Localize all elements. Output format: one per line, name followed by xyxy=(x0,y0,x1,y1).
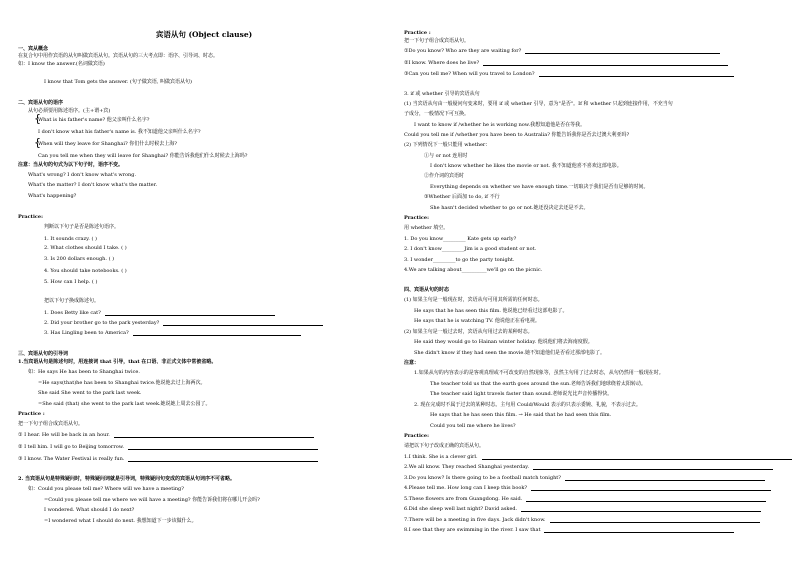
left-text-line: 1. It sounds crazy. ( ) xyxy=(44,236,97,242)
left-text-line: 2. What clothes should I take. ( ) xyxy=(44,245,127,251)
left-text-line: 把一下句子组合成宾语从句。 xyxy=(18,421,84,427)
right-text-line: 2.We all know. They reached Shanghai yesterday. xyxy=(404,464,773,470)
right-text-line: ③Whether 后面加 to do, if 不行 xyxy=(424,194,500,200)
right-text-line: He says that he is watching TV. 他说他正在看电视。 xyxy=(414,318,540,324)
right-text-line: 5.These flowers are from Guangdong. He said. xyxy=(404,496,766,502)
answer-blank[interactable] xyxy=(525,48,720,54)
left-text-line: ① I hear. He will be back in an hour. xyxy=(18,432,314,438)
answer-blank[interactable] xyxy=(526,496,766,502)
left-text-line: What's happening? xyxy=(28,193,77,199)
left-text-line: 3. Has Lingling been to America? xyxy=(18,330,301,336)
right-text-line: She hasn't decided whether to go or not.她还没决定去还是不去。 xyxy=(430,205,589,211)
right-text-line: He said they would go to Hainan winter holiday. 他说他们将去海南度假。 xyxy=(414,339,593,345)
left-text-line: 5. How can I help. ( ) xyxy=(44,279,98,285)
document-title: 宾语从句 (Object clause) xyxy=(155,30,253,39)
left-text-line: 3. Is 200 dollars enough. ( ) xyxy=(44,256,115,262)
right-text-line: The teacher told us that the earth goes around the sun.老师告诉我们地球绕着太阳转动。 xyxy=(430,381,646,387)
right-text-line: (2) 如果主句是一般过去时，宾语从句用过去的某种时态。 xyxy=(404,329,533,335)
right-text-line: ①与 or not 连用时 xyxy=(424,153,468,159)
right-text-line: ②作介词的宾语时 xyxy=(424,173,465,179)
left-text-line: =I wondered what I should do next. 我想知道下一步该做什么。 xyxy=(44,518,197,524)
right-text-line: 4.Please tell me. How long can I keep this book? xyxy=(404,485,771,491)
right-text-line: (2) 下列情况下一般只能用 whether： xyxy=(404,142,491,148)
left-column xyxy=(18,0,390,562)
right-text-line: 把一下句子组合成宾语从句。 xyxy=(404,38,470,44)
right-text-line: He says that he has seen this film. → He said that he had seen this film. xyxy=(430,412,612,418)
right-text-line: 8.I see that they are swimming in the river. I saw that xyxy=(404,527,734,533)
left-text-line: 2. Did your brother go to the park yesterday? xyxy=(18,320,323,326)
answer-blank[interactable] xyxy=(533,464,773,470)
right-text-line: 1.如果从句的内容表示的是客观真理或不可改变的自然现象等，虽然主句用了过去时态，从句仍然用一般现在时。 xyxy=(414,370,664,376)
right-text-line: (1) 如果主句是一般现在时，宾语从句可用其所需的任何时态。 xyxy=(404,297,543,303)
left-text-line: What's wrong? I don't know what's wrong. xyxy=(28,172,137,178)
right-text-line: 7.There will be a meeting in five days. Jack didn't know. xyxy=(404,517,760,523)
right-text-line: Practice: xyxy=(404,215,429,221)
left-text-line: When will they leave for Shanghai? 你们什么时候去上海? xyxy=(38,141,177,147)
right-text-line: 6.Did she sleep well last night? David asked. xyxy=(404,506,761,512)
answer-blank[interactable] xyxy=(482,454,792,460)
right-text-line: Practice : xyxy=(404,30,431,36)
left-text-line: Can you tell me when they will leave for Shanghai? 你能告诉我他们什么时候去上海吗? xyxy=(38,153,248,159)
right-text-line: I want to know if /whether he is working now.我想知道他是否在等我。 xyxy=(414,122,586,128)
left-text-line: 把以下句子换成陈述句。 xyxy=(44,298,100,304)
left-text-line: =He says(that)he has been to Shanghai twice.他说他去过上海两次。 xyxy=(38,380,206,386)
right-text-line: 2. I don't know_________Jim is a good student or not. xyxy=(404,246,537,252)
answer-blank[interactable] xyxy=(128,444,318,450)
answer-blank[interactable] xyxy=(521,506,761,512)
left-text-line: ② I tell him. I will go to Beijing tomorrow. xyxy=(18,444,318,450)
left-text-line: 如：Could you please tell me? Where will we have a meeting? xyxy=(28,486,184,492)
answer-blank[interactable] xyxy=(105,310,275,316)
answer-blank[interactable] xyxy=(114,432,314,438)
right-text-line: Practice: xyxy=(404,433,429,439)
left-text-line: ③ I know. The Water Festival is really fun. xyxy=(18,456,318,462)
right-text-line: 3. if 或 whether 引导的宾语从句 xyxy=(404,91,480,97)
left-text-line: 在复合句中用作宾语的从句叫做宾语从句。宾语从句的三大考点即：语序、引导词、时态。 xyxy=(18,53,219,59)
right-text-line: 四、宾语从句的时态 xyxy=(404,287,450,293)
right-text-line: 用 whether 填空。 xyxy=(404,225,449,231)
answer-blank[interactable] xyxy=(565,475,765,481)
left-text-line: 注意：当从句的句式为以下句子时，语序不变。 xyxy=(18,162,124,168)
right-text-line: 1. Do you know_________ Kate gets up early? xyxy=(404,236,517,242)
right-text-line: He says that he has seen this film. 他说他已经看过这部电影了。 xyxy=(414,308,568,314)
answer-blank[interactable] xyxy=(531,485,771,491)
right-text-line: 请把以下句子改成正确的宾语从句。 xyxy=(404,443,485,449)
right-text-line: (1) 当宾语从句由一般疑问句变来时，要用 if 或 whether 引导，意为"是否"。If 和 whether 只起到连接作用，不充当句 xyxy=(404,101,673,107)
left-text-line: 2. 当宾语从句是特殊疑问时，特殊疑问词就是引导词，特殊疑问句变成的宾语从句词序不可省略。 xyxy=(18,476,235,482)
answer-blank[interactable] xyxy=(539,71,734,77)
right-column xyxy=(404,0,782,562)
left-text-line: 三、宾语从句的引导词 xyxy=(18,351,69,357)
right-text-line: She didn't know if they had seen the movie.她不知道他们是否看过那部电影了。 xyxy=(414,350,605,356)
left-text-line: Practice: xyxy=(18,214,43,220)
left-text-line: =She said (that) she went to the park last week.她说她上周去公园了。 xyxy=(38,401,211,407)
left-text-line: Practice : xyxy=(18,411,45,417)
answer-blank[interactable] xyxy=(163,320,323,326)
right-text-line: Everything depends on whether we have enough time.一切取决于我们是否有足够的时间。 xyxy=(430,184,649,190)
right-text-line: 1.I think. She is a clever girl. xyxy=(404,454,792,460)
brace-symbol: { xyxy=(34,136,41,149)
right-text-line: 注意： xyxy=(404,360,420,366)
right-text-line: ②I know. Where does he live? xyxy=(404,60,728,66)
right-text-line: 子成分，一般情况下可互换。 xyxy=(404,111,470,117)
right-text-line: Could you tell me if /whether you have been to Australia? 你能告诉我你是否去过澳大利亚吗? xyxy=(404,132,630,138)
left-text-line: 4. You should take notebooks. ( ) xyxy=(44,268,127,274)
right-text-line: The teacher said light travels faster than sound.老师说光比声音传播得快。 xyxy=(430,391,613,397)
left-text-line: She said She went to the park last week. xyxy=(38,390,142,396)
left-text-line: 1. Does Betty like cat? xyxy=(18,310,275,316)
answer-blank[interactable] xyxy=(544,527,734,533)
right-text-line: ③Can you tell me? When will you travel to London? xyxy=(404,71,734,77)
right-text-line: 3. I wonder_________to go the party tonight. xyxy=(404,257,515,263)
right-text-line: 2. 现在完成时不属于过去的某种时态。主句用 Could/Would 表示的只表示委婉、礼貌，不表示过去。 xyxy=(414,402,641,408)
right-text-line: I don't know whether he likes the movie or not. 我不知道他喜不喜欢这部电影。 xyxy=(430,163,622,169)
left-text-line: =Could you please tell me where we will have a meeting? 你能告诉我们将在哪儿开会吗? xyxy=(44,497,260,503)
right-text-line: Could you tell me where he lives? xyxy=(430,423,516,429)
left-text-line: I know that Tom gets the answer. (句子做宾语, 叫做宾语从句) xyxy=(44,79,192,85)
left-text-line: 1.当宾语从句是陈述句时，用连接词 that 引导，that 在口语、非正式文体中常被省略。 xyxy=(18,359,217,365)
answer-blank[interactable] xyxy=(128,456,318,462)
left-text-line: What is his father's name? 他父亲叫什么名字? xyxy=(38,117,150,123)
left-text-line: 二、宾语从句的语序 xyxy=(18,100,64,106)
right-text-line: 3.Do you know? Is there going to be a football match tonight? xyxy=(404,475,765,481)
left-text-line: 一、宾从概念 xyxy=(18,46,49,52)
left-text-line: 如：I know the answer.(名词做宾语) xyxy=(18,61,105,67)
left-text-line: I don't know what his father's name is. 我不知道他父亲叫什么名字? xyxy=(38,129,201,135)
brace-symbol: { xyxy=(34,112,41,125)
right-text-line: ①Do you know? Who are they are waiting for? xyxy=(404,48,720,54)
answer-blank[interactable] xyxy=(550,517,760,523)
left-text-line: What's the matter? I don't know what's the matter. xyxy=(28,182,158,188)
answer-blank[interactable] xyxy=(483,60,728,66)
left-text-line: I wondered. What should I do next? xyxy=(44,507,135,513)
answer-blank[interactable] xyxy=(133,330,301,336)
left-text-line: 如：He says He has been to Shanghai twice. xyxy=(28,369,140,375)
left-text-line: 从句必须要用陈述语序。(主+谓+宾) xyxy=(28,108,111,114)
right-text-line: 4.We are talking about__________we'll go on the picnic. xyxy=(404,267,543,273)
left-text-line: 判断以下句子是否是陈述句语序。 xyxy=(44,224,120,230)
